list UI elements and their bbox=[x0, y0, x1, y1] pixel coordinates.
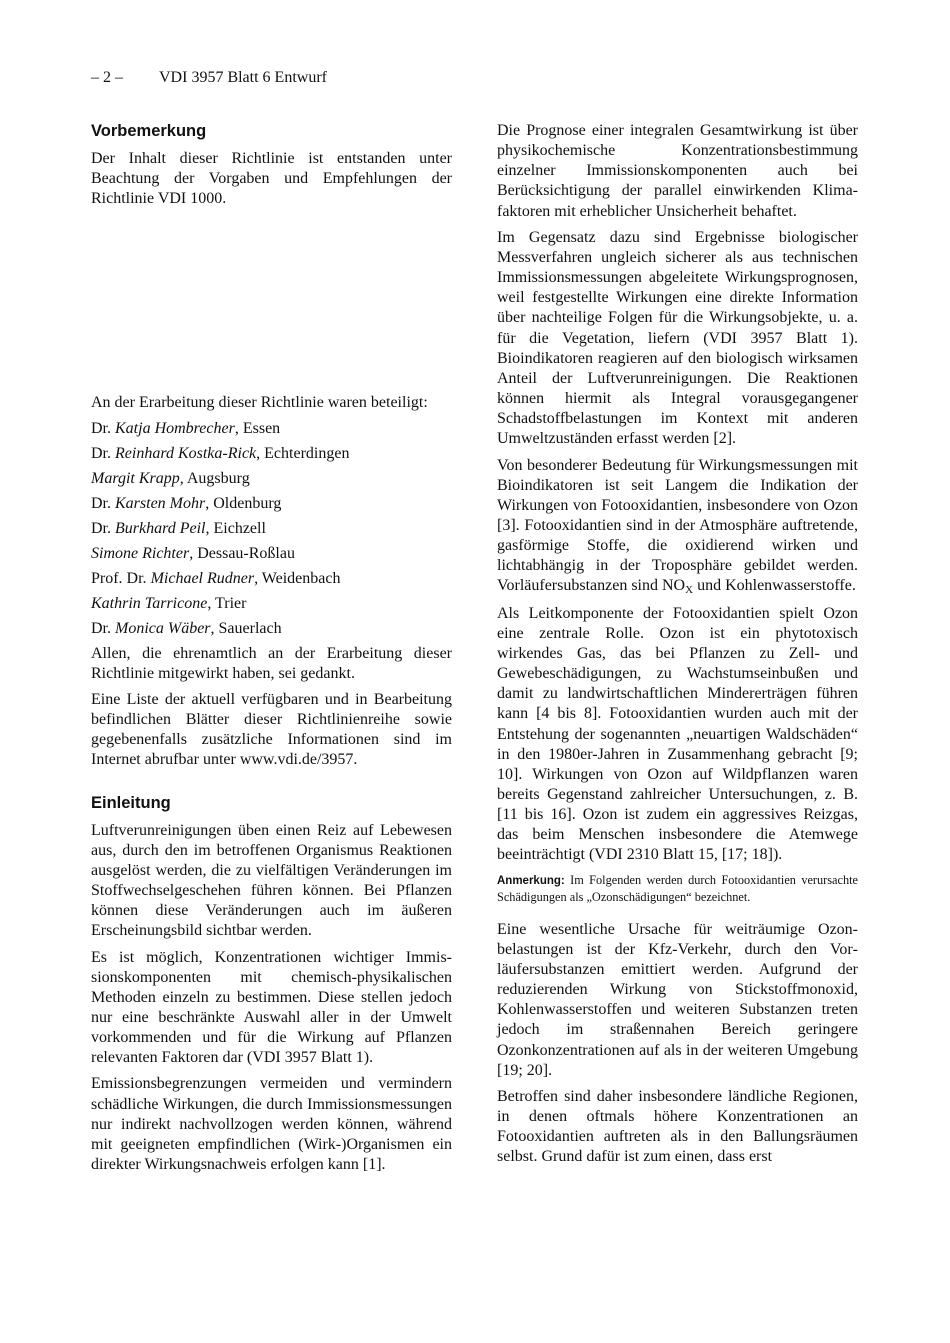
contributors-intro: An der Erarbeitung dieser Richtlinie waren beteiligt: bbox=[91, 394, 428, 412]
contributor: Dr. Monica Wäber, Sauerlach bbox=[91, 619, 282, 637]
heading-einleitung: Einleitung bbox=[91, 793, 171, 812]
contributor: Margit Krapp, Augsburg bbox=[91, 469, 250, 487]
body-paragraph: Die Prognose einer integralen Gesamtwirkung ist über physikochemische Konzentrationsbestimmung einzelner Immissionskomponenten auch bei Berücksichtigung der parallel einwirkenden Klimafaktoren mit erheblicher Unsicherheit behaftet. bbox=[497, 122, 858, 220]
contributor: Dr. Burkhard Peil, Eichzell bbox=[91, 519, 266, 537]
note-label: Anmerkung: bbox=[497, 874, 565, 887]
contributor: Simone Richter, Dessau-Roßlau bbox=[91, 544, 295, 562]
body-paragraph: Im Gegensatz dazu sind Ergebnisse biologischer Messverfahren ungleich sicherer als aus technischen Immissionsmessungen abgeleitete Wirkungsprognosen, weil festgestellte Wirkungen eine direkte Information über nachteilige Folgen für die Wirkungsobjekte, u. a. für die Vegetation, liefern (VDI 3957 Blatt 1). Bioindikatoren reagieren auf den biologisch wirksamen Anteil der Luftverunreinigungen. Die Reaktionen können hiermit als Integral vorausgegangener Schadstoffbelastungen im Kontext mit anderen Umweltzuständen erfasst werden [2]. bbox=[497, 228, 858, 448]
note-text: Im Folgenden werden durch Fotooxidantien verursachte Schädigungen als „Ozonschädigungen“ bezeichnet. bbox=[497, 872, 858, 905]
blank-space bbox=[91, 215, 452, 393]
contributor: Dr. Karsten Mohr, Oldenburg bbox=[91, 494, 282, 512]
body-paragraph: Von besonderer Bedeutung für Wirkungsmessungen mit Bioindikatoren ist seit Langem die Indikation der Wirkungen von Fotooxidantien, insbesondere von Ozon [3]. Fotooxidantien sind in der Atmosphäre auftretende, gasförmige Stoffe, die oxidierend wirken und lichtabhängig in der Troposphäre gebildet werden. Vorläufersubstanzen sind $NO_X$ und Kohlenwasserstoffe. bbox=[497, 456, 858, 597]
annotation-note bbox=[497, 872, 858, 906]
left-column bbox=[91, 121, 452, 1181]
body-paragraph: Eine wesentliche Ursache für weiträumige Ozonbelastungen ist der Kfz-Verkehr, durch den Vorläufersubstanzen emittiert werden. Aufgrund der reduzierenden Wirkung von Stickstoffmonoxid, Kohlenwasserstoffen und weiteren Substanzen treten jedoch im straßennahen Bereich geringere Ozonkonzentrationen auf als in der weiteren Umgebung [19; 20]. bbox=[497, 920, 858, 1079]
body-paragraph: Betroffen sind daher insbesondere ländliche Regionen, in denen oftmals höhere Konzentrationen an Fotooxidantien auftreten als in den Ballungsräumen selbst. Grund dafür ist zum einen, dass erst bbox=[497, 1087, 858, 1166]
einleitung-paragraph: Es ist möglich, Konzentrationen wichtiger Immissionskomponenten mit chemisch-physikalischen Methoden einzeln zu bestimmen. Diese stellen jedoch nur eine beschränkte Auswahl aller in der Umwelt vorkommenden und für die Wirkung auf Pflanzen relevanten Faktoren dar (VDI 3957 Blatt 1). bbox=[91, 948, 452, 1067]
contributor: Prof. Dr. Michael Rudner, Weidenbach bbox=[91, 569, 341, 587]
right-column bbox=[497, 121, 858, 1174]
thanks-text: Allen, die ehrenamtlich an der Erarbeitung dieser Richtlinie mitgewirkt haben, sei gedankt. bbox=[91, 644, 452, 682]
document-designation: VDI 3957 Blatt 6 Entwurf bbox=[159, 69, 327, 86]
contributor: Kathrin Tarricone, Trier bbox=[91, 594, 247, 612]
vorbemerkung-text: Der Inhalt dieser Richtlinie ist entstanden unter Beachtung der Vorgaben und Empfehlungen der Richtlinie VDI 1000. bbox=[91, 150, 452, 208]
contributor: Dr. Katja Hombrecher, Essen bbox=[91, 419, 281, 437]
nox-formula: $NO_X$ bbox=[662, 577, 694, 597]
body-paragraph: Als Leitkomponente der Fotooxidantien spielt Ozon eine zentrale Rolle. Ozon ist ein phytotoxisch wirkendes Gas, das bei Pflanzen zu Zell- und Gewebeschädigungen, zu Wachstumseinbußen und damit zu landwirtschaftlichen Mindererträgen führen kann [4 bis 8]. Fotooxidantien wurden auch mit der Entstehung der sogenannten „neuartigen Waldschäden“ in den 1980er-Jahren in Zusammenhang gebracht [9; 10]. Wirkungen von Ozon auf Wildpflanzen waren bereits Gegenstand zahlreicher Untersuchungen, z. B. [11 bis 16]. Ozon ist zudem ein aggressives Reizgas, das beim Menschen insbesondere die Atemwege beeinträchtigt (VDI 2310 Blatt 15, [17; 18]). bbox=[497, 604, 858, 864]
page-header bbox=[91, 68, 327, 88]
heading-vorbemerkung: Vorbemerkung bbox=[91, 122, 207, 140]
contributor: Dr. Reinhard Kostka-Rick, Echterdingen bbox=[91, 444, 350, 462]
einleitung-paragraph: Emissionsbegrenzungen vermeiden und vermindern schädliche Wirkungen, die durch Immissionsmessungen nur indirekt nachvollzogen werden können, während mit geeigneten empfindlichen (Wirk-)Organismen ein direkter Wirkungsnachweis erfolgen kann [1]. bbox=[91, 1075, 452, 1174]
einleitung-paragraph: Luftverunreinigungen üben einen Reiz auf Lebewesen aus, durch den im betroffenen Organismus Reaktionen ausgelöst werden, die zu vielfältigen Veränderungen im Stoffwechselgeschehen führen können. Bei Pflanzen können diese Veränderungen auch im äußeren Erscheinungsbild sichtbar werden. bbox=[91, 821, 452, 940]
page-number: – 2 – bbox=[91, 69, 123, 86]
list-info-text: Eine Liste der aktuell verfügbaren und in Bearbeitung befindlichen Blätter dieser Richtlinienreihe sowie gegebenenfalls zusätzliche Informationen sind im Internet abrufbar unter www.vdi.de/3957. bbox=[91, 690, 452, 769]
contributor-list bbox=[91, 419, 452, 639]
